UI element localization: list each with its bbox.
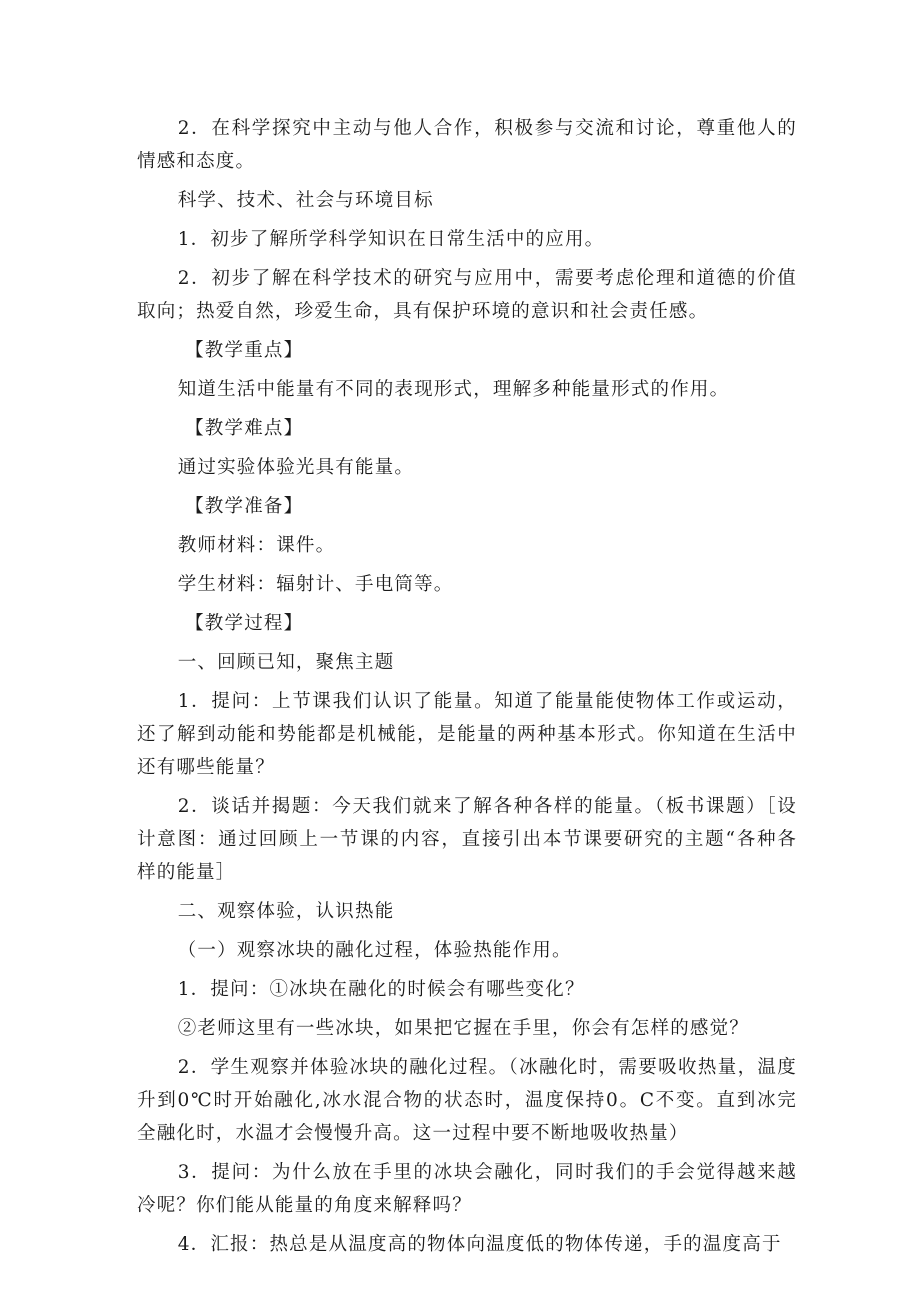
document-body xyxy=(137,112,797,1267)
paragraph-teacher-materials: 教师材料：课件。 xyxy=(177,535,336,556)
paragraph-stse-goal-title: 科学、技术、社会与环境目标 xyxy=(177,190,434,211)
heading-process: 【教学过程】 xyxy=(185,613,304,634)
paragraph-heat-3: 3．提问：为什么放在手里的冰块会融化，同时我们的手会觉得越来越冷呢？你们能从能量的角度来解释吗？ xyxy=(137,1162,797,1216)
heading-preparation: 【教学准备】 xyxy=(185,496,304,517)
paragraph-student-materials: 学生材料：辐射计、手电筒等。 xyxy=(177,574,454,595)
section-title-heat-energy: 二、观察体验，认识热能 xyxy=(177,901,395,922)
paragraph-heat-1: 1．提问：①冰块在融化的时候会有哪些变化？ xyxy=(177,979,585,1000)
paragraph-stse-goal-1: 1．初步了解所学科学知识在日常生活中的应用。 xyxy=(177,229,605,250)
paragraph-key-points: 知道生活中能量有不同的表现形式，理解多种能量形式的作用。 xyxy=(177,379,730,400)
paragraph-difficulties: 通过实验体验光具有能量。 xyxy=(177,457,415,478)
paragraph-goal-2: 2．在科学探究中主动与他人合作，积极参与交流和讨论，尊重他人的情感和态度。 xyxy=(137,118,797,172)
paragraph-review-2: 2．谈话并揭题：今天我们就来了解各种各样的能量。（板书课题）［设计意图：通过回顾上一节课的内容，直接引出本节课要研究的主题“各种各样的能量］ xyxy=(137,796,797,883)
paragraph-review-1: 1．提问：上节课我们认识了能量。知道了能量能使物体工作或运动，还了解到动能和势能都是机械能，是能量的两种基本形式。你知道在生活中还有哪些能量？ xyxy=(137,691,797,778)
paragraph-heat-2: 2．学生观察并体验冰块的融化过程。（冰融化时，需要吸收热量，温度升到0℃时开始融化,冰水混合物的状态时，温度保持0。C不变。直到冰完全融化时，水温才会慢慢升高。这一过程中要不断地吸收热量） xyxy=(137,1057,797,1144)
paragraph-stse-goal-2: 2．初步了解在科学技术的研究与应用中，需要考虑伦理和道德的价值取向；热爱自然，珍爱生命，具有保护环境的意识和社会责任感。 xyxy=(137,268,797,322)
paragraph-heat-4: 4．汇报：热总是从温度高的物体向温度低的物体传递，手的温度高于 xyxy=(177,1234,782,1255)
heading-key-points: 【教学重点】 xyxy=(185,340,304,361)
subsection-title-ice-melting: （一）观察冰块的融化过程，体验热能作用。 xyxy=(177,940,572,961)
section-title-review: 一、回顾已知，聚焦主题 xyxy=(177,652,395,673)
paragraph-heat-1b: ②老师这里有一些冰块，如果把它握在手里，你会有怎样的感觉？ xyxy=(177,1018,749,1039)
heading-difficulties: 【教学难点】 xyxy=(185,418,304,439)
